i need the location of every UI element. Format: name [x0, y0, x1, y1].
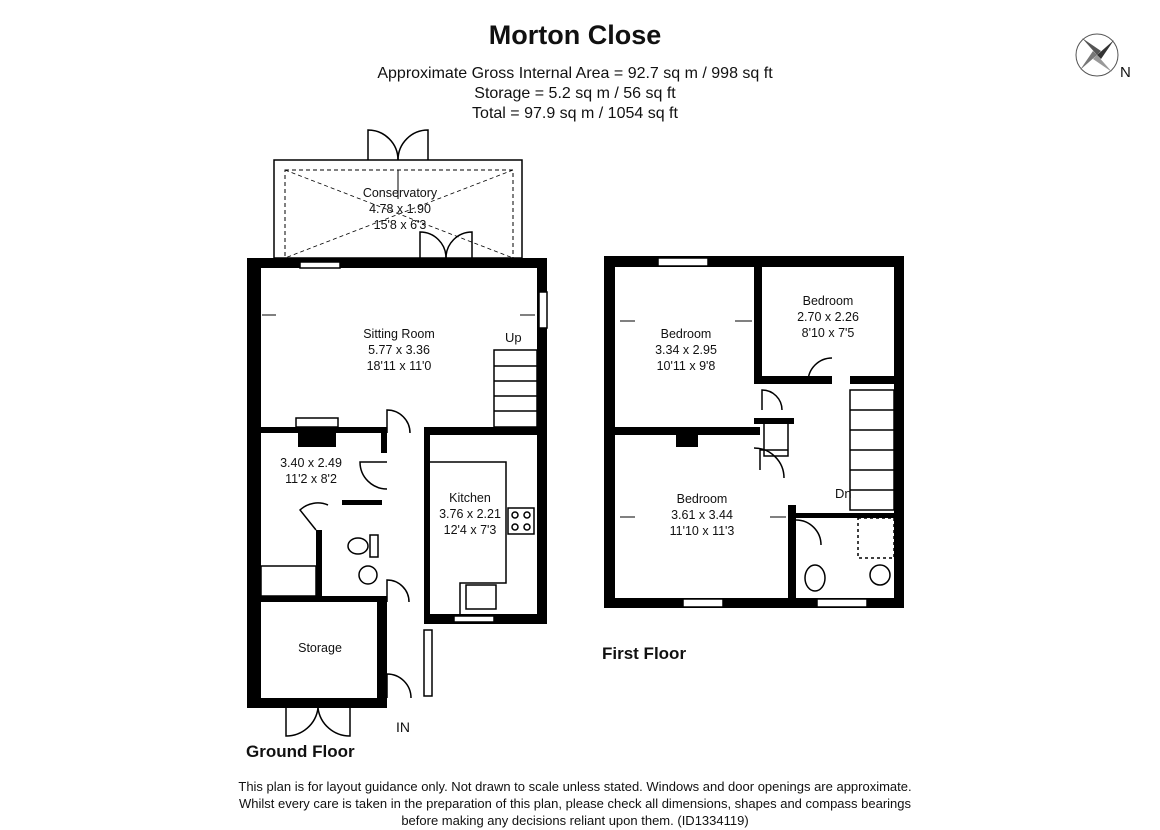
room-metric: 3.61 x 3.44 — [671, 508, 733, 522]
door-swing — [796, 520, 821, 545]
room-name: Storage — [298, 641, 342, 655]
wall — [377, 600, 387, 708]
bedroom-1-label — [638, 326, 734, 374]
plan-title: Morton Close — [488, 20, 662, 50]
door-swing — [754, 448, 784, 478]
room-name: Bedroom — [802, 294, 854, 308]
room-metric: 3.34 x 2.95 — [655, 343, 717, 357]
wall — [424, 427, 547, 435]
entrance-door-swing — [387, 674, 411, 698]
window — [424, 630, 432, 696]
ground-floor-label: Ground Floor — [246, 742, 355, 761]
dining-room-label — [266, 455, 356, 487]
wall — [850, 376, 904, 384]
kitchen-worktop — [430, 462, 506, 614]
stairs-up-label: Up — [505, 330, 522, 345]
chimney-breast — [298, 429, 336, 447]
room-metric: 5.77 x 3.36 — [368, 343, 430, 357]
staircase — [494, 350, 537, 427]
window — [454, 616, 494, 622]
chimney-breast — [676, 433, 698, 447]
internal-door-swing — [420, 232, 446, 258]
room-imperial: 12'4 x 7'3 — [443, 523, 497, 537]
wc-icon — [348, 538, 368, 554]
wall — [894, 256, 904, 608]
cupboard — [261, 566, 316, 596]
internal-door-swing — [446, 232, 472, 258]
wc-icon — [805, 565, 825, 591]
room-metric: 2.70 x 2.26 — [797, 310, 859, 324]
room-imperial: 18'11 x 11'0 — [366, 359, 432, 373]
room-metric: 4.78 x 1.90 — [369, 202, 431, 216]
wall — [247, 698, 387, 708]
hob-ring — [524, 524, 530, 530]
bedroom-2-label — [780, 293, 876, 341]
window — [300, 262, 340, 268]
room-imperial: 8'10 x 7'5 — [801, 326, 855, 340]
hob-icon — [508, 508, 534, 534]
basin-icon — [870, 565, 890, 585]
wall — [604, 256, 904, 267]
fireplace-hearth — [296, 418, 338, 427]
hob-ring — [512, 512, 518, 518]
wall — [604, 256, 615, 608]
room-metric: 3.40 x 2.49 — [280, 456, 342, 470]
wall — [316, 530, 322, 600]
room-name: Kitchen — [449, 491, 491, 505]
room-name: Bedroom — [676, 492, 728, 506]
wall — [247, 258, 547, 268]
window — [658, 258, 708, 266]
patio-door-swing — [368, 130, 398, 160]
conservatory-label — [340, 185, 460, 233]
room-imperial: 10'11 x 9'8 — [656, 359, 716, 373]
sink-icon — [466, 585, 496, 609]
gross-area-text: Approximate Gross Internal Area = 92.7 sq m / 998 sq ft — [377, 65, 773, 82]
room-imperial: 11'10 x 11'3 — [669, 524, 735, 538]
wall — [754, 267, 762, 384]
storage-label — [280, 640, 360, 656]
room-metric: 3.76 x 2.21 — [439, 507, 501, 521]
compass-north-label: N — [1120, 64, 1131, 81]
room-imperial: 11'2 x 8'2 — [285, 472, 337, 486]
bedroom-3-label — [652, 491, 752, 539]
door-swing — [300, 503, 328, 530]
total-area-text: Total = 97.9 sq m / 1054 sq ft — [472, 105, 678, 122]
kitchen-label — [430, 490, 510, 538]
window — [539, 292, 547, 328]
first-floor-label: First Floor — [602, 644, 687, 663]
patio-door-swing — [398, 130, 428, 160]
door-swing — [360, 462, 387, 489]
room-name: Conservatory — [362, 186, 438, 200]
room-imperial: 15'8 x 6'3 — [373, 218, 427, 232]
storage-area-text: Storage = 5.2 sq m / 56 sq ft — [474, 85, 676, 102]
window — [817, 599, 867, 607]
cistern — [370, 535, 378, 557]
storage-door-swing — [318, 708, 350, 736]
wall — [762, 376, 832, 384]
disclaimer-text: This plan is for layout guidance only. Not drawn to scale unless stated. Windows and door openings are approximate. Whilst every care is taken in the preparation of this plan, please check all dimensions, shapes and compass bearings before making any decisions reliant upon them. (ID1334119) — [238, 779, 912, 828]
door-swing — [762, 390, 782, 410]
wall — [247, 258, 261, 708]
shower-tray — [858, 518, 894, 558]
storage-door-swing — [286, 708, 318, 736]
door-swing — [387, 580, 409, 602]
wall — [381, 433, 387, 453]
door-swing — [387, 410, 410, 433]
wall — [342, 500, 382, 505]
stairs-down-label: Dn — [835, 486, 852, 501]
wall — [796, 513, 894, 518]
entrance-label: IN — [396, 719, 410, 735]
hob-ring — [524, 512, 530, 518]
wall — [788, 505, 796, 598]
hob-ring — [512, 524, 518, 530]
sitting-room-label — [334, 326, 464, 374]
window — [683, 599, 723, 607]
room-name: Sitting Room — [363, 327, 435, 341]
room-name: Bedroom — [660, 327, 712, 341]
basin-icon — [359, 566, 377, 584]
